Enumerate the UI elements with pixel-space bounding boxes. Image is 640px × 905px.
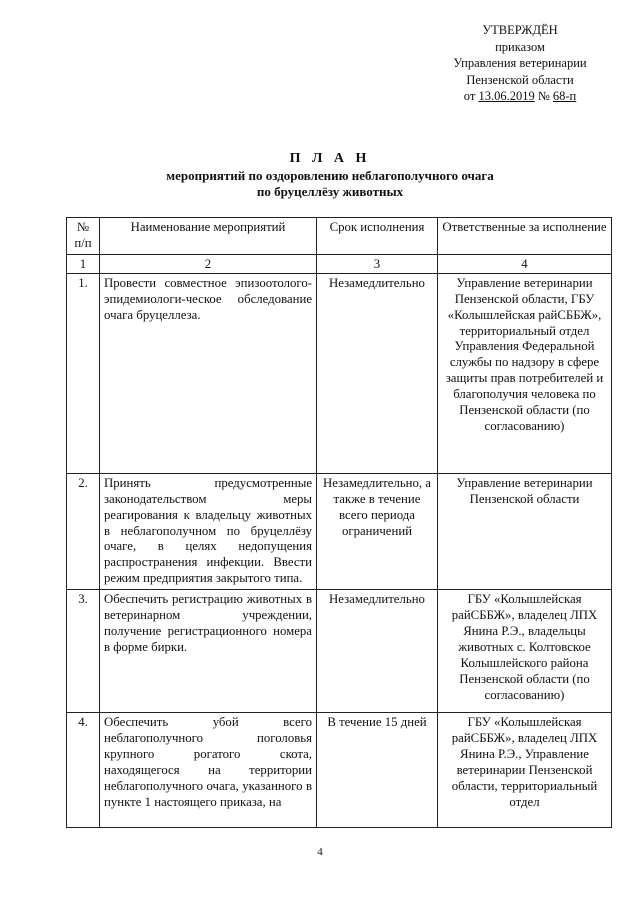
row-resp: ГБУ «Колышлейская райСББЖ», владелец ЛПХ Янина Р.Э., Управление ветеринарии Пензенской области, территориальный отдел xyxy=(438,713,612,828)
table-index-row xyxy=(67,254,612,273)
row-num: 2. xyxy=(67,473,100,589)
table-header-row xyxy=(67,218,612,255)
title-sub-2: по бруцеллёзу животных xyxy=(256,184,404,199)
approval-number-label: № xyxy=(537,89,550,103)
approval-from-label: от xyxy=(463,89,476,103)
row-name: Провести совместное эпизоотолого-эпидемиологи-ческое обследование очага бруцеллеза. xyxy=(100,273,317,473)
table-row xyxy=(67,273,612,473)
approval-order: приказом xyxy=(495,39,545,54)
header-num: № п/п xyxy=(67,218,100,255)
row-resp: Управление ветеринарии Пензенской области, ГБУ «Колышлейская райСББЖ», территориальный отдел Управления Федеральной службы по надзору в сфере защиты прав потребителей и благополучия человека по Пензенской области (по согласованию) xyxy=(438,273,612,473)
index-cell: 2 xyxy=(100,254,317,273)
approval-stamp xyxy=(440,22,600,105)
row-name: Принять предусмотренные законодательством меры реагирования к владельцу животных в неблагополучном по бруцеллёзу очаге, в целях недопущения распространения инфекции. Ввести режим предприятия закрытого типа. xyxy=(100,473,317,589)
index-cell: 3 xyxy=(317,254,438,273)
row-term: Незамедлительно, а также в течение всего периода ограничений xyxy=(317,473,438,589)
row-num: 4. xyxy=(67,713,100,828)
table-row xyxy=(67,713,612,828)
header-resp: Ответственные за исполнение xyxy=(438,218,612,255)
index-cell: 1 xyxy=(67,254,100,273)
row-resp: Управление ветеринарии Пензенской области xyxy=(438,473,612,589)
approval-number: 68-п xyxy=(552,89,577,103)
row-term: Незамедлительно xyxy=(317,590,438,713)
document-title xyxy=(40,150,620,200)
page-number: 4 xyxy=(317,846,323,858)
approval-date: 13.06.2019 xyxy=(478,89,535,103)
row-term: Незамедлительно xyxy=(317,273,438,473)
index-cell: 4 xyxy=(438,254,612,273)
row-num: 3. xyxy=(67,590,100,713)
row-name: Обеспечить убой всего неблагополучного поголовья крупного рогатого скота, находящегося на территории неблагополучного очага, указанного в пункте 1 настоящего приказа, на xyxy=(100,713,317,828)
header-name: Наименование мероприятий xyxy=(100,218,317,255)
row-resp: ГБУ «Колышлейская райСББЖ», владелец ЛПХ Янина Р.Э., владельцы животных с. Колтовское Колышлейского района Пензенской области (по согласованию) xyxy=(438,590,612,713)
title-sub-1: мероприятий по оздоровлению неблагополучного очага xyxy=(166,168,494,183)
approval-date-line xyxy=(440,88,600,105)
approval-region: Пензенской области xyxy=(466,72,574,87)
approval-authority: Управления ветеринарии xyxy=(453,56,587,70)
title-main: П Л А Н xyxy=(289,151,371,166)
table-row xyxy=(67,473,612,589)
plan-table xyxy=(66,217,612,828)
table-row xyxy=(67,590,612,713)
row-name: Обеспечить регистрацию животных в ветеринарном учреждении, получение регистрационного номера в форме бирки. xyxy=(100,590,317,713)
header-term: Срок исполнения xyxy=(317,218,438,255)
approval-heading: УТВЕРЖДЁН xyxy=(482,23,558,37)
row-num: 1. xyxy=(67,273,100,473)
row-term: В течение 15 дней xyxy=(317,713,438,828)
